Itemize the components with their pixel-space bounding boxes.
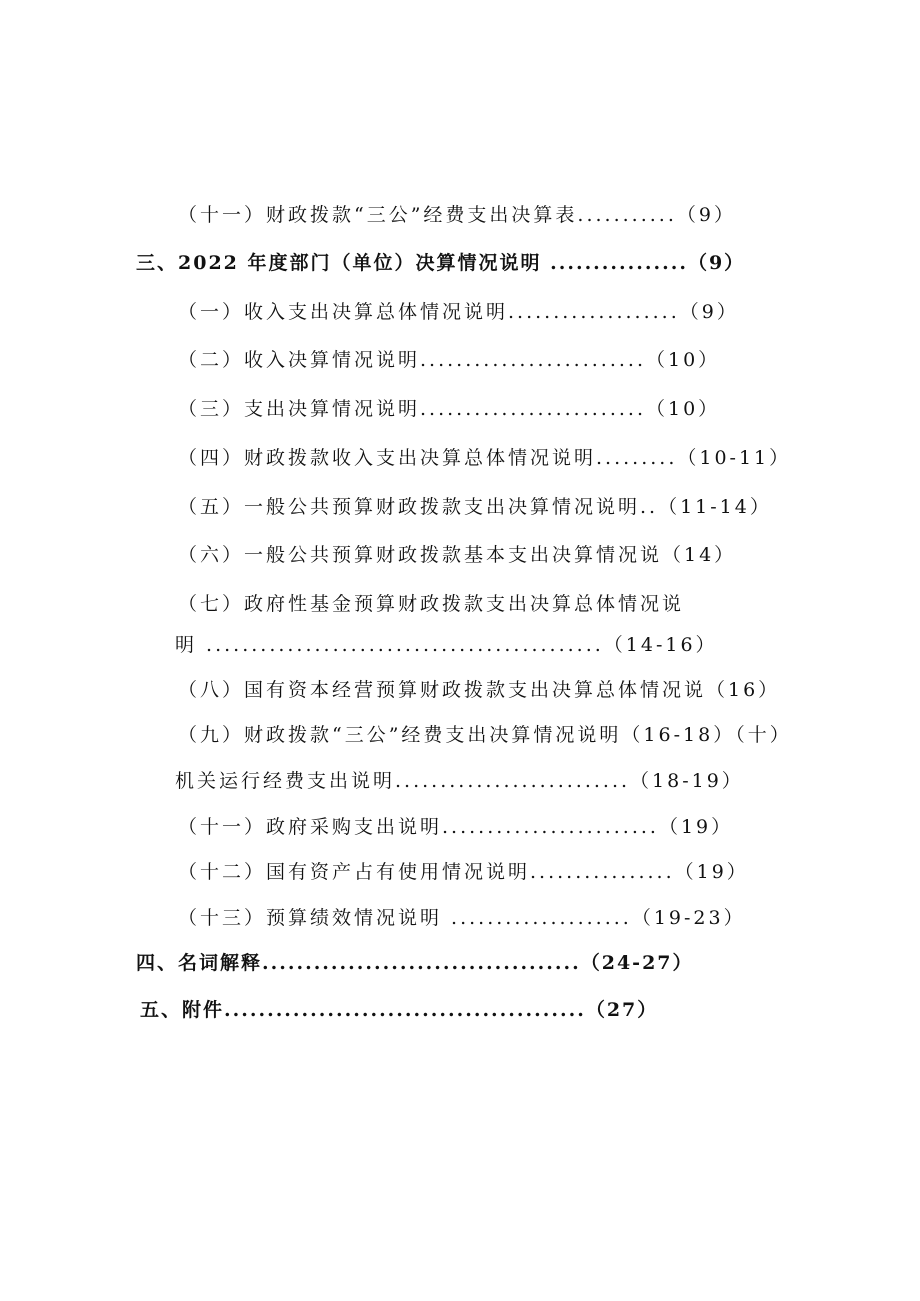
toc-entry-3-13: （十三）预算绩效情况说明 ....................（19-23） (178, 907, 746, 929)
toc-entry-3-8: （八）国有资本经营预算财政拨款支出决算总体情况说（16） (178, 679, 781, 701)
toc-entry-3-12: （十二）国有资产占有使用情况说明................（19） (178, 861, 749, 883)
toc-entry-3-5: （五）一般公共预算财政拨款支出决算情况说明..（11-14） (178, 496, 772, 518)
toc-section-5-heading: 五、附件..........................................（27） (140, 999, 659, 1021)
toc-entry-3-6: （六）一般公共预算财政拨款基本支出决算情况说（14） (178, 544, 737, 566)
toc-entry-3-7: （七）政府性基金预算财政拨款支出决算总体情况说 (178, 593, 685, 615)
toc-entry-3-3: （三）支出决算情况说明.........................（10） (178, 398, 721, 420)
toc-entry-3-11: （十一）政府采购支出说明........................（19） (178, 816, 734, 838)
toc-entry-3-7-cont: 明 ............................................（14-16） (175, 634, 718, 656)
toc-section-4-heading: 四、名词解释.....................................（24-27） (136, 952, 694, 974)
toc-entry-3-4: （四）财政拨款收入支出决算总体情况说明.........（10-11） (178, 447, 792, 469)
toc-section-3-heading: 三、2022 年度部门（单位）决算情况说明 ................（9） (136, 252, 746, 274)
toc-entry-ch3-11-table: （十一）财政拨款“三公”经费支出决算表...........（9） (178, 204, 736, 226)
toc-entry-3-9: （九）财政拨款“三公”经费支出决算情况说明（16-18）（十） (178, 724, 792, 746)
toc-entry-3-2: （二）收入决算情况说明.........................（10） (178, 349, 721, 371)
toc-entry-3-10: 机关运行经费支出说明..........................（18-19） (175, 770, 744, 792)
toc-entry-3-1: （一）收入支出决算总体情况说明...................（9） (178, 301, 739, 323)
